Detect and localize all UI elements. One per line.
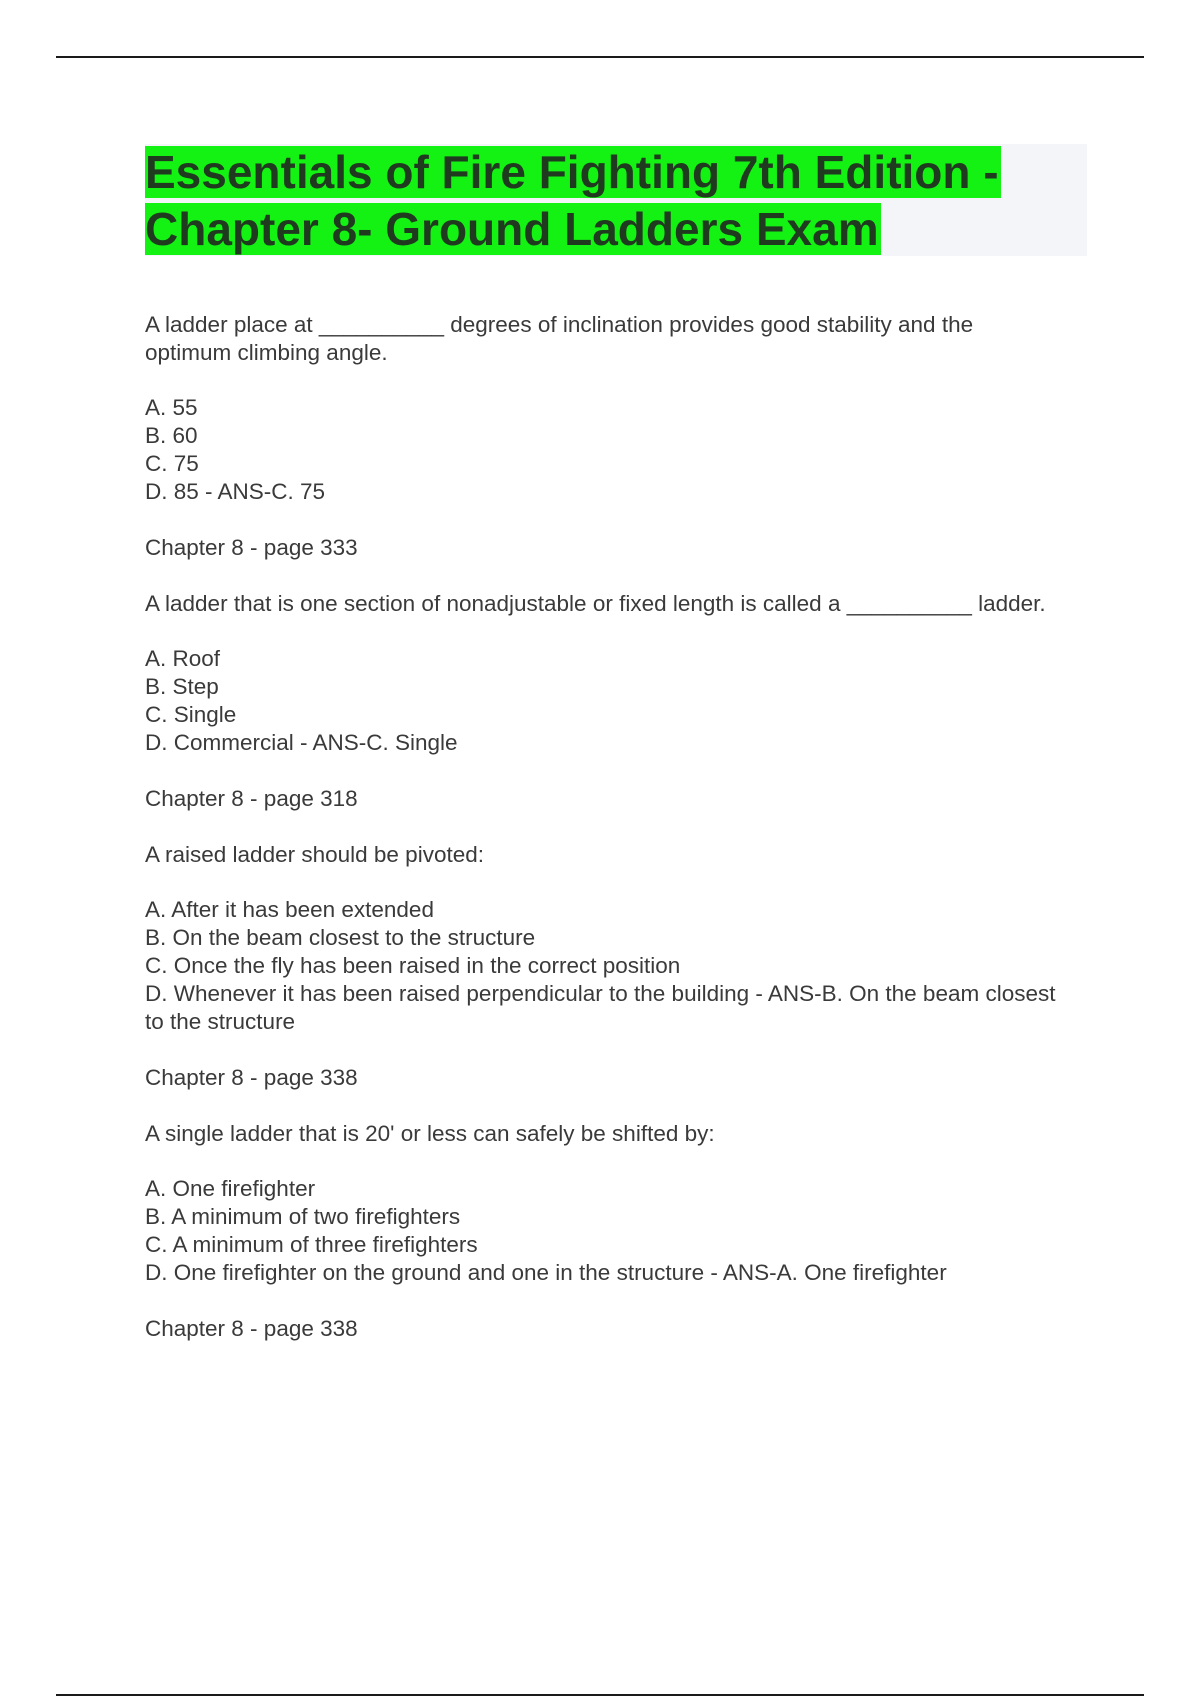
answer-option: A. 55	[145, 395, 198, 420]
answer-option: A. Roof	[145, 646, 221, 671]
page-reference: Chapter 8 - page 333	[145, 535, 358, 560]
title-line-1: Essentials of Fire Fighting 7th Edition -	[145, 146, 999, 198]
answer-option: A. After it has been extended	[145, 897, 434, 922]
question-item	[145, 841, 1065, 1092]
question-text: A ladder place at __________ degrees of inclination provides good stability and the optimum climbing angle.	[145, 312, 974, 365]
answer-option: B. A minimum of two firefighters	[145, 1204, 461, 1229]
answer-option: D. 85 - ANS-C. 75	[145, 479, 326, 504]
answer-option: C. Single	[145, 702, 237, 727]
page-reference: Chapter 8 - page 338	[145, 1065, 358, 1090]
title-line-2: Chapter 8- Ground Ladders Exam	[145, 203, 879, 255]
question-text: A ladder that is one section of nonadjustable or fixed length is called a __________ ladder.	[145, 591, 1046, 616]
answer-option: C. Once the fly has been raised in the correct position	[145, 953, 681, 978]
answer-option: D. Commercial - ANS-C. Single	[145, 730, 458, 755]
title-block	[145, 144, 1087, 256]
answer-options	[145, 896, 1065, 1036]
answer-options	[145, 394, 1065, 506]
answer-option: D. Whenever it has been raised perpendicular to the building - ANS-B. On the beam closest to the structure	[145, 981, 1056, 1034]
question-list	[145, 311, 1065, 1343]
page-reference: Chapter 8 - page 338	[145, 1316, 358, 1341]
question-item	[145, 1120, 1065, 1343]
question-item	[145, 590, 1065, 813]
answer-option: B. On the beam closest to the structure	[145, 925, 536, 950]
question-item	[145, 311, 1065, 562]
answer-option: D. One firefighter on the ground and one in the structure - ANS-A. One firefighter	[145, 1260, 947, 1285]
page-reference: Chapter 8 - page 318	[145, 786, 358, 811]
bottom-rule	[56, 1694, 1144, 1696]
answer-option: A. One firefighter	[145, 1176, 316, 1201]
top-rule	[56, 56, 1144, 58]
answer-options	[145, 1175, 1065, 1287]
question-text: A single ladder that is 20' or less can safely be shifted by:	[145, 1121, 715, 1146]
answer-option: C. 75	[145, 451, 199, 476]
question-text: A raised ladder should be pivoted:	[145, 842, 484, 867]
answer-option: B. 60	[145, 423, 198, 448]
answer-option: B. Step	[145, 674, 219, 699]
document-title	[145, 144, 1087, 258]
answer-option: C. A minimum of three firefighters	[145, 1232, 478, 1257]
answer-options	[145, 645, 1065, 757]
